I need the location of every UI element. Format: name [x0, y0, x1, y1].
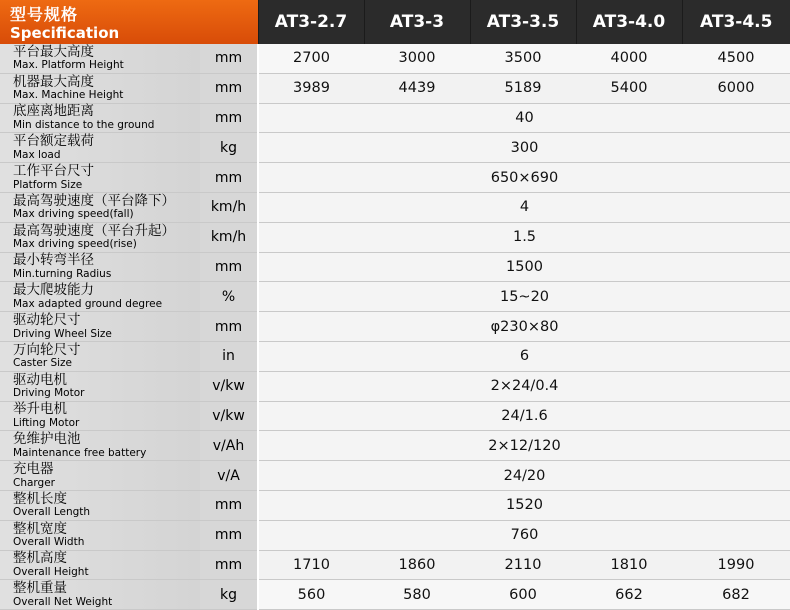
spec-label-en: Max load [13, 148, 61, 161]
spec-value: 3989 [258, 73, 364, 103]
spec-unit: km/h [200, 192, 258, 222]
spec-label-cn: 充电器 [13, 461, 54, 478]
spec-row [0, 73, 790, 103]
spec-label [0, 461, 200, 491]
spec-unit: mm [200, 550, 258, 580]
spec-value: 4000 [576, 44, 682, 73]
spec-row [0, 222, 790, 252]
spec-value-shared: φ230×80 [258, 312, 790, 342]
spec-label [0, 371, 200, 401]
spec-label [0, 133, 200, 163]
spec-value: 2110 [470, 550, 576, 580]
spec-value-shared: 1.5 [258, 222, 790, 252]
spec-label-cn: 举升电机 [13, 401, 67, 418]
spec-label-en: Platform Size [13, 178, 83, 191]
spec-row [0, 341, 790, 371]
spec-row [0, 192, 790, 222]
spec-label-en: Max. Platform Height [13, 59, 124, 72]
spec-row [0, 163, 790, 193]
spec-label-cn: 最大爬坡能力 [13, 282, 94, 299]
spec-label [0, 520, 200, 550]
spec-value-shared: 2×24/0.4 [258, 371, 790, 401]
spec-label-en: Max adapted ground degree [13, 297, 163, 310]
spec-value: 5400 [576, 73, 682, 103]
spec-value-shared: 2×12/120 [258, 431, 790, 461]
spec-value-shared: 24/1.6 [258, 401, 790, 431]
spec-unit: in [200, 341, 258, 371]
spec-value: 6000 [682, 73, 790, 103]
spec-label-en: Max driving speed(fall) [13, 208, 134, 221]
spec-label-en: Min.turning Radius [13, 267, 112, 280]
spec-row [0, 431, 790, 461]
spec-title-cn: 型号规格 [10, 5, 79, 24]
spec-value: 3000 [364, 44, 470, 73]
spec-value-shared: 1520 [258, 490, 790, 520]
spec-value: 4500 [682, 44, 790, 73]
spec-value-shared: 1500 [258, 252, 790, 282]
spec-unit: mm [200, 252, 258, 282]
spec-unit: mm [200, 312, 258, 342]
spec-label-en: Overall Width [13, 536, 85, 549]
spec-unit: v/kw [200, 401, 258, 431]
spec-row [0, 490, 790, 520]
spec-label [0, 163, 200, 193]
spec-label [0, 550, 200, 580]
spec-row [0, 371, 790, 401]
spec-value: 580 [364, 580, 470, 610]
spec-label-cn: 工作平台尺寸 [13, 163, 94, 180]
spec-unit: mm [200, 44, 258, 73]
spec-label-cn: 万向轮尺寸 [13, 341, 81, 358]
spec-label-en: Lifting Motor [13, 416, 80, 429]
spec-label [0, 312, 200, 342]
spec-unit: mm [200, 490, 258, 520]
spec-label-en: Overall Height [13, 565, 89, 578]
spec-value-shared: 15~20 [258, 282, 790, 312]
spec-label-cn: 整机长度 [13, 490, 67, 507]
spec-value: 1710 [258, 550, 364, 580]
model-header: AT3-4.0 [576, 0, 682, 44]
model-header: AT3-3 [364, 0, 470, 44]
spec-row [0, 312, 790, 342]
spec-row [0, 103, 790, 133]
spec-row [0, 282, 790, 312]
spec-label-cn: 机器最大高度 [13, 73, 94, 90]
spec-label [0, 103, 200, 133]
spec-unit: v/A [200, 461, 258, 491]
model-header: AT3-4.5 [682, 0, 790, 44]
spec-value-shared: 40 [258, 103, 790, 133]
spec-label-en: Maintenance free battery [13, 446, 147, 459]
spec-value-shared: 300 [258, 133, 790, 163]
spec-value: 662 [576, 580, 682, 610]
spec-unit: km/h [200, 222, 258, 252]
spec-label-cn: 整机高度 [13, 550, 67, 567]
spec-label-cn: 整机重量 [13, 580, 67, 597]
spec-row [0, 580, 790, 610]
spec-row [0, 550, 790, 580]
spec-label-cn: 平台最大高度 [13, 43, 94, 60]
spec-label-en: Charger [13, 476, 55, 489]
spec-value: 5189 [470, 73, 576, 103]
spec-label-cn: 最高驾驶速度（平台升起） [13, 222, 175, 239]
spec-label-en: Max. Machine Height [13, 89, 124, 102]
header-row [0, 0, 790, 44]
spec-label [0, 580, 200, 610]
spec-label [0, 401, 200, 431]
spec-unit: v/kw [200, 371, 258, 401]
spec-label-cn: 整机宽度 [13, 520, 67, 537]
spec-label [0, 222, 200, 252]
spec-label-cn: 底座离地距离 [13, 103, 94, 120]
spec-unit: mm [200, 73, 258, 103]
spec-label-en: Min distance to the ground [13, 118, 155, 131]
spec-value: 1860 [364, 550, 470, 580]
spec-value-shared: 6 [258, 341, 790, 371]
spec-value: 682 [682, 580, 790, 610]
spec-row [0, 461, 790, 491]
spec-row [0, 401, 790, 431]
spec-value: 2700 [258, 44, 364, 73]
spec-title-en: Specification [10, 24, 120, 42]
spec-label [0, 282, 200, 312]
spec-label-cn: 驱动轮尺寸 [13, 312, 81, 329]
spec-value-shared: 760 [258, 520, 790, 550]
spec-value: 1810 [576, 550, 682, 580]
spec-label-cn: 驱动电机 [13, 371, 67, 388]
spec-unit: kg [200, 133, 258, 163]
spec-label [0, 431, 200, 461]
spec-label-en: Driving Wheel Size [13, 327, 112, 340]
spec-label-en: Caster Size [13, 357, 73, 370]
spec-label [0, 490, 200, 520]
spec-value: 600 [470, 580, 576, 610]
spec-label-cn: 平台额定载荷 [13, 133, 94, 150]
spec-row [0, 133, 790, 163]
spec-value-shared: 24/20 [258, 461, 790, 491]
model-header: AT3-3.5 [470, 0, 576, 44]
spec-label-en: Max driving speed(rise) [13, 238, 137, 251]
spec-body [0, 44, 790, 610]
spec-row [0, 44, 790, 73]
spec-label [0, 44, 200, 73]
spec-value: 1990 [682, 550, 790, 580]
spec-label-en: Driving Motor [13, 387, 85, 400]
spec-unit: mm [200, 520, 258, 550]
spec-label-cn: 免维护电池 [13, 431, 81, 448]
spec-label [0, 192, 200, 222]
spec-label-en: Overall Net Weight [13, 595, 113, 608]
spec-row [0, 252, 790, 282]
spec-label [0, 73, 200, 103]
spec-unit: v/Ah [200, 431, 258, 461]
spec-title-cell [0, 0, 258, 44]
spec-label [0, 252, 200, 282]
model-header: AT3-2.7 [258, 0, 364, 44]
spec-value-shared: 4 [258, 192, 790, 222]
spec-value-shared: 650×690 [258, 163, 790, 193]
spec-row [0, 520, 790, 550]
spec-label-cn: 最高驾驶速度（平台降下） [13, 192, 175, 209]
spec-label-en: Overall Length [13, 506, 91, 519]
spec-unit: kg [200, 580, 258, 610]
spec-unit: mm [200, 103, 258, 133]
spec-value: 560 [258, 580, 364, 610]
spec-unit: mm [200, 163, 258, 193]
spec-value: 3500 [470, 44, 576, 73]
spec-value: 4439 [364, 73, 470, 103]
spec-unit: % [200, 282, 258, 312]
spec-label-cn: 最小转弯半径 [13, 252, 94, 269]
spec-label [0, 341, 200, 371]
